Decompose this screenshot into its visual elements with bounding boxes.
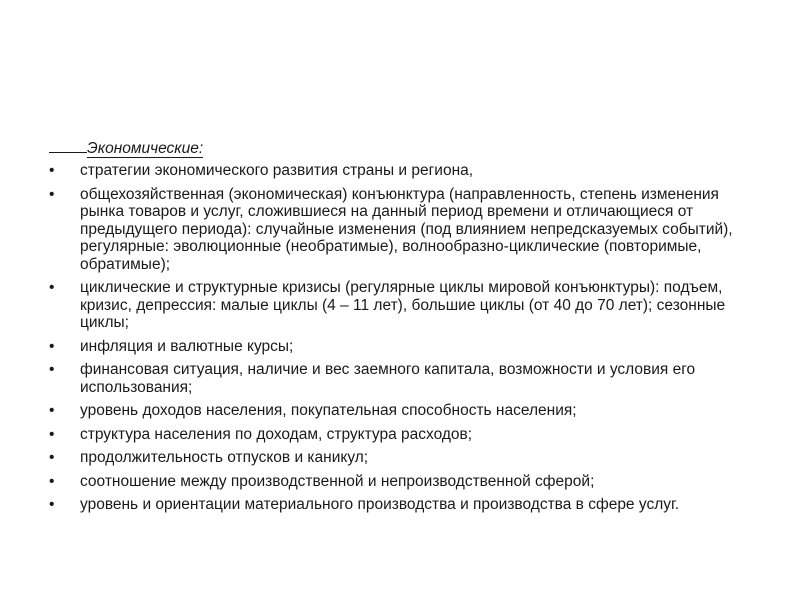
list-item [49, 473, 767, 491]
list-item [49, 162, 767, 180]
list-item [49, 449, 767, 467]
bullet-icon: • [49, 496, 55, 513]
bullet-icon: • [49, 402, 55, 419]
list-item [49, 496, 767, 514]
bullet-icon: • [49, 279, 55, 296]
bullet-list [49, 162, 767, 514]
list-item-text: финансовая ситуация, наличие и вес заемного капитала, возможности и условия его использования; [80, 361, 696, 396]
heading-title: Экономические: [87, 140, 204, 157]
list-item-text: продолжительность отпусков и каникул; [80, 449, 369, 466]
list-item [49, 402, 767, 420]
list-item [49, 279, 767, 332]
list-item-text: общехозяйственная (экономическая) конъюнктура (направленность, степень изменения рынка товаров и услуг, сложившиеся на данный период времени и отличающиеся от предыдущего периода): случайные изменения (под влиянием непредсказуемых событий), регулярные: эволюционные (необратимые), волнообразно-циклические (повторимые, обратимые); [80, 185, 733, 273]
list-item-text: инфляция и валютные курсы; [80, 337, 294, 355]
bullet-icon: • [49, 472, 55, 490]
list-item [49, 361, 767, 396]
bullet-icon: • [49, 425, 55, 443]
list-item-text: стратегии экономического развития страны и региона, [80, 162, 474, 179]
list-item [49, 186, 767, 274]
bullet-icon: • [49, 337, 55, 355]
list-item-text: структура населения по доходам, структура расходов; [80, 425, 473, 443]
bullet-icon: • [49, 449, 55, 466]
slide-content [49, 140, 767, 520]
list-item-text: циклические и структурные кризисы (регулярные циклы мировой конъюнктуры): подъем, кризис, депрессия: малые циклы (4 – 11 лет), большие циклы (от 40 до 70 лет); сезонные циклы; [80, 279, 726, 331]
bullet-icon: • [49, 361, 55, 378]
heading-underline-indent [49, 140, 87, 153]
list-item [49, 426, 767, 444]
list-item-text: уровень доходов населения, покупательная способность населения; [80, 402, 577, 419]
bullet-icon: • [49, 162, 55, 179]
list-item-text: уровень и ориентации материального производства и производства в сфере услуг. [80, 496, 680, 513]
list-item-text: соотношение между производственной и непроизводственной сферой; [80, 472, 595, 490]
section-heading [49, 140, 767, 158]
list-item [49, 338, 767, 356]
bullet-icon: • [49, 185, 55, 203]
